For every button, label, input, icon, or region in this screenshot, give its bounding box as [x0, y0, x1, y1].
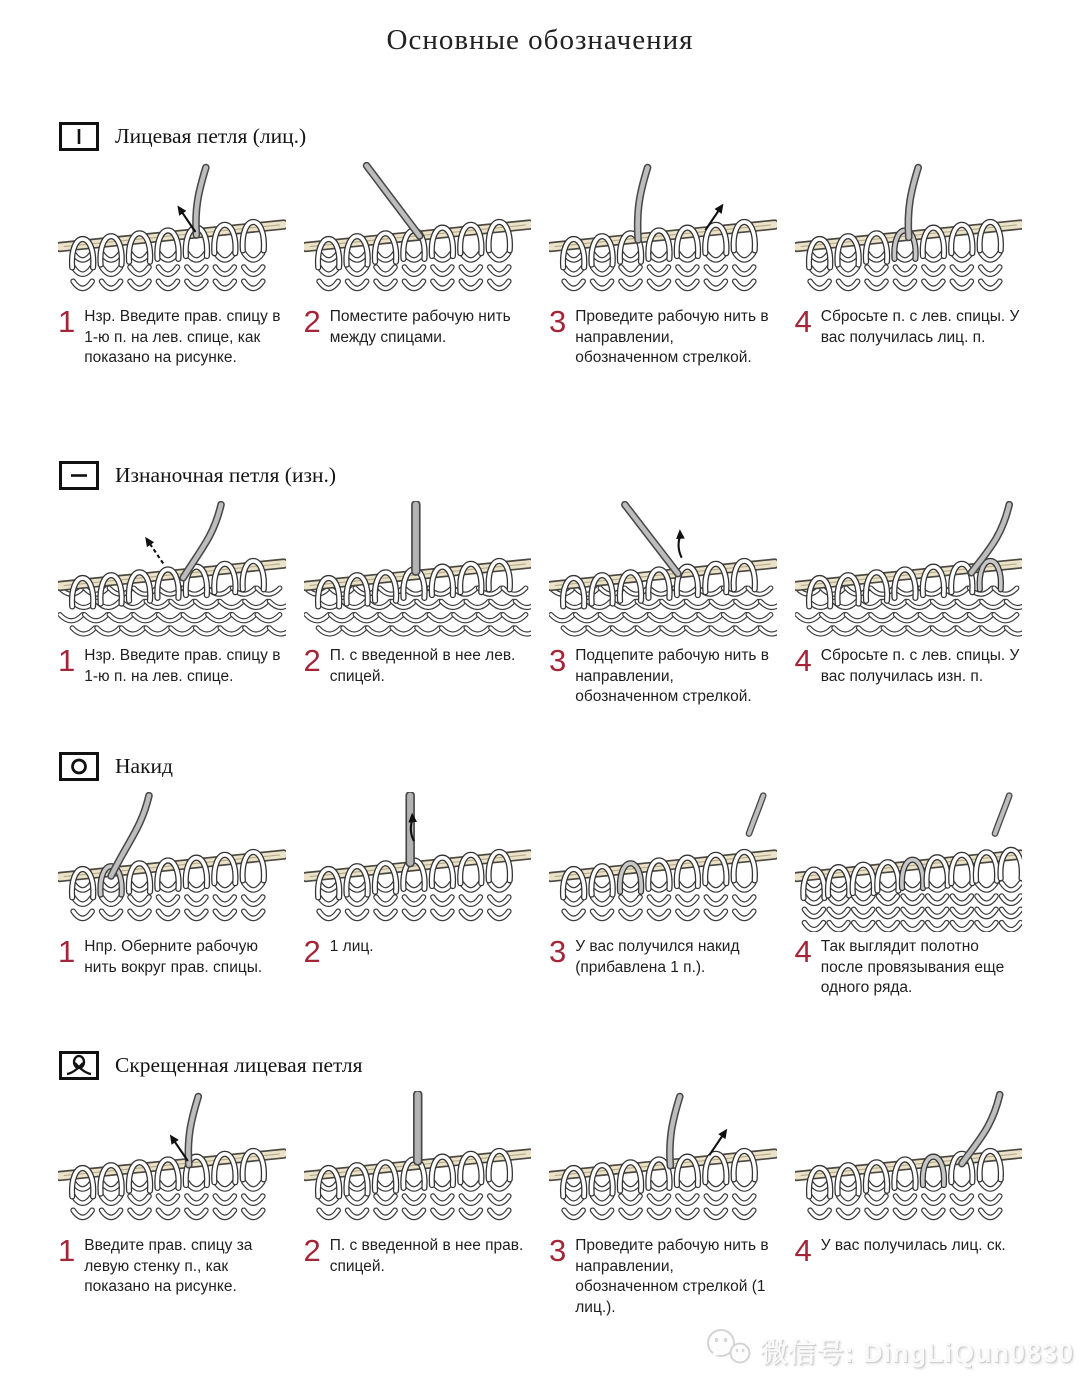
knitting-step-illustration: [795, 162, 1023, 302]
step-number: 4: [794, 643, 812, 678]
step-text: Нзр. Введите прав. спицу в 1-ю п. на лев. спице.: [84, 647, 281, 685]
section-title: Скрещенная лицевая петля: [115, 1053, 363, 1077]
step-number: 3: [549, 304, 567, 339]
step-text: П. с введенной в нее прав. спицей.: [329, 1237, 524, 1275]
section-title: Накид: [115, 754, 173, 778]
step-number: 2: [303, 934, 321, 969]
section-header: [58, 751, 1022, 782]
illustration-row: [58, 501, 1022, 641]
step-text: У вас получился накид (прибавлена 1 п.).: [575, 938, 740, 976]
step-item: [795, 306, 1023, 390]
step-item: [795, 1235, 1023, 1319]
step-text: Введите прав. спицу за левую стенку п., как показано на рисунке.: [84, 1237, 253, 1296]
step-number: 3: [549, 1233, 567, 1268]
step-text: Проведите рабочую нить в направлении, обозначенном стрелкой.: [575, 308, 769, 367]
step-number: 4: [794, 934, 812, 969]
illustration-row: [58, 792, 1022, 932]
knitting-step-illustration: [304, 501, 532, 641]
section-title: Изнаночная петля (изн.): [115, 463, 336, 487]
step-text: Сбросьте п. с лев. спицы. У вас получилась лиц. п.: [820, 308, 1020, 346]
section-header: [58, 121, 1022, 152]
crossed-knit-stitch-symbol-icon: [58, 1050, 100, 1081]
section-header: [58, 460, 1022, 491]
section-knit-stitch: [58, 121, 1022, 390]
step-item: [58, 936, 286, 1020]
knitting-step-illustration: [549, 501, 777, 641]
step-text: Нзр. Введите прав. спицу в 1-ю п. на лев. спице, как показано на рисунке.: [84, 308, 281, 367]
step-number: 1: [58, 643, 76, 678]
knitting-step-illustration: [795, 501, 1023, 641]
page-title: Основные обозначения: [386, 24, 694, 56]
step-item: [795, 645, 1023, 729]
step-text: Подцепите рабочую нить в направлении, обозначенном стрелкой.: [575, 647, 770, 706]
knitting-step-illustration: [304, 162, 532, 302]
step-item: [304, 645, 532, 729]
step-item: [58, 645, 286, 729]
step-item: [58, 1235, 286, 1319]
step-item: [549, 936, 777, 1020]
section-purl-stitch: [58, 460, 1022, 729]
step-item: [549, 306, 777, 390]
step-text: Сбросьте п. с лев. спицы. У вас получилась изн. п.: [820, 647, 1020, 685]
knitting-step-illustration: [58, 501, 286, 641]
step-item: [549, 1235, 777, 1319]
step-item: [304, 306, 532, 390]
watermark: [702, 1326, 1074, 1375]
knitting-step-illustration: [58, 792, 286, 932]
steps-row: [58, 936, 1022, 1020]
step-number: 2: [303, 304, 321, 339]
step-item: [304, 936, 532, 1020]
section-title: Лицевая петля (лиц.): [115, 124, 307, 148]
purl-stitch-symbol-icon: [58, 460, 100, 491]
wechat-icon: [702, 1326, 754, 1375]
yarn-over-symbol-icon: [58, 751, 100, 782]
knit-stitch-symbol-icon: [58, 121, 100, 152]
illustration-row: [58, 162, 1022, 302]
step-text: Поместите рабочую нить между спицами.: [329, 308, 511, 346]
steps-row: [58, 1235, 1022, 1319]
steps-row: [58, 306, 1022, 390]
section-yarn-over: [58, 751, 1022, 1020]
knitting-step-illustration: [549, 1091, 777, 1231]
step-number: 1: [58, 304, 76, 339]
knitting-step-illustration: [549, 162, 777, 302]
step-text: Проведите рабочую нить в направлении, обозначенном стрелкой (1 лиц.).: [575, 1237, 769, 1316]
section-header: [58, 1050, 1022, 1081]
step-item: [549, 645, 777, 729]
step-number: 4: [794, 1233, 812, 1268]
step-number: 3: [549, 934, 567, 969]
step-number: 2: [303, 643, 321, 678]
steps-row: [58, 645, 1022, 729]
knitting-step-illustration: [304, 1091, 532, 1231]
step-item: [304, 1235, 532, 1319]
step-text: У вас получилась лиц. ск.: [820, 1237, 1006, 1254]
step-number: 3: [549, 643, 567, 678]
step-number: 2: [303, 1233, 321, 1268]
step-text: Так выглядит полотно после провязывания еще одного ряда.: [820, 938, 1005, 997]
knitting-step-illustration: [795, 792, 1023, 932]
knitting-step-illustration: [58, 162, 286, 302]
step-text: 1 лиц.: [329, 938, 374, 955]
knitting-step-illustration: [304, 792, 532, 932]
section-crossed-knit-stitch: [58, 1050, 1022, 1319]
step-number: 1: [58, 1233, 76, 1268]
knitting-step-illustration: [58, 1091, 286, 1231]
illustration-row: [58, 1091, 1022, 1231]
step-text: Нпр. Оберните рабочую нить вокруг прав. спицы.: [84, 938, 263, 976]
knitting-step-illustration: [795, 1091, 1023, 1231]
watermark-text: 微信号: DingLiQun0830: [760, 1338, 1074, 1368]
step-item: [795, 936, 1023, 1020]
step-text: П. с введенной в нее лев. спицей.: [329, 647, 516, 685]
step-number: 4: [794, 304, 812, 339]
step-number: 1: [58, 934, 76, 969]
step-item: [58, 306, 286, 390]
knitting-step-illustration: [549, 792, 777, 932]
